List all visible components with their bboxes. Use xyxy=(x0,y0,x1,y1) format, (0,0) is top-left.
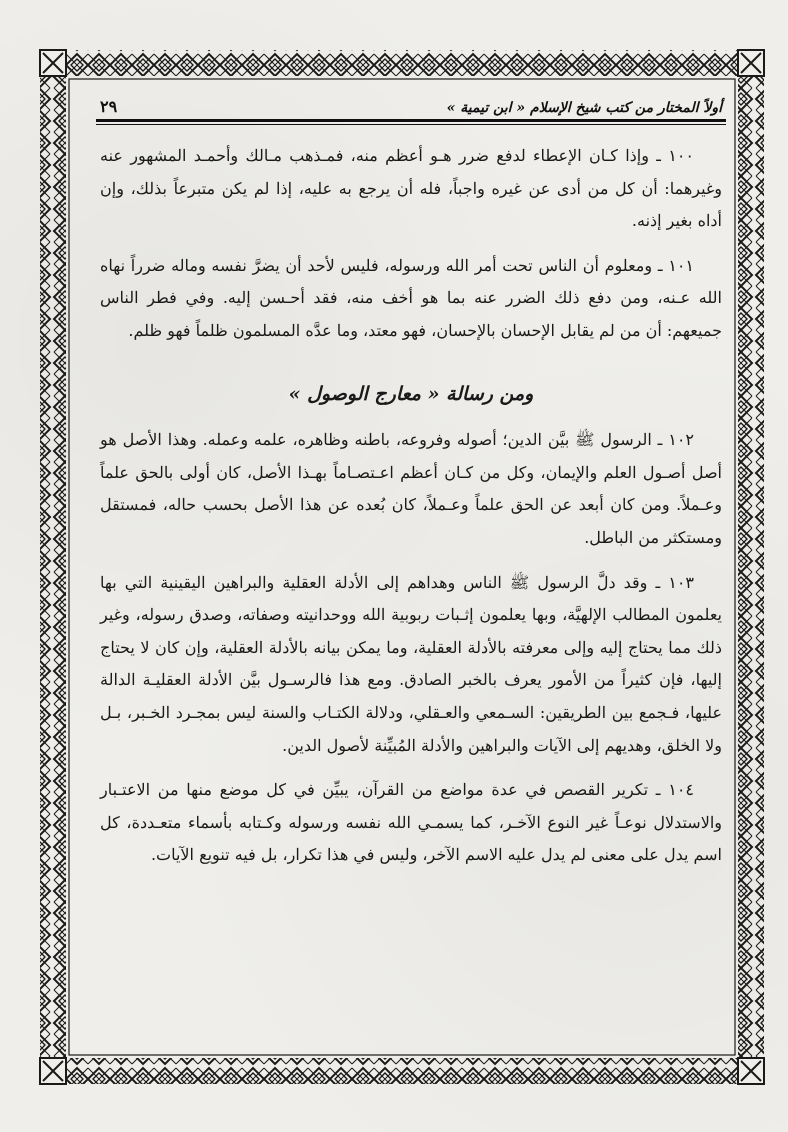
header-rule-thin xyxy=(96,124,726,125)
page-number: ٢٩ xyxy=(100,97,118,116)
paragraph-100: ١٠٠ ـ وإذا كـان الإعطاء لدفع ضرر هـو أعظم منه، فمـذهب مـالك وأحمـد المشهور عنه وغيرهما: أن كل من أدى عن غيره واجباً، فله أن يرجع به عليه، إذا لم يكن متبرعاً بذلك، وإن أداه بغير إذنه. xyxy=(100,146,722,231)
paragraph-101: ١٠١ ـ ومعلوم أن الناس تحت أمر الله ورسوله، فليس لأحد أن يضرَّ نفسه وماله ضرراً نهاه الله عـنه، ومن دفع ذلك الضرر عنه بما هو أخف منه، فقد أحـسن إليه. وفي فطر الناس جميعهم: أن من لم يقابل الإحسان بالإحسان، فهو معتد، وما عدَّه المسلمون ظلماً فهو ظلم. xyxy=(100,255,722,340)
paragraph-104: ١٠٤ ـ تكرير القصص في عدة مواضع من القرآن، يبيِّن في كل موضع منها من الاعتـبار والاستدلال نوعـاً غير النوع الآخـر، كما يسمـي الله نفسه ورسوله وكـتابه بأسماء متعـددة، كل اسم يدل على معنى لم يدل عليه الاسم الآخر، وليس في هذا تكرار، بل فيه تنويع الآيات. xyxy=(100,780,723,865)
page-body xyxy=(100,140,722,1052)
running-title: أولاً المختار من كتب شيخ الإسلام « ابن تيمية » xyxy=(446,100,722,116)
header-rule xyxy=(96,119,726,122)
page-header xyxy=(100,92,722,116)
section-heading: ومن رسالة « معارج الوصول » xyxy=(288,382,534,405)
paragraph-103: ١٠٣ ـ وقد دلَّ الرسول ﷺ الناس وهداهم إلى الأدلة العقلية والبراهين اليقينية التي بها يعلمون المطالب الإلهيَّة، وبها يعلمون إثـبات ربوبية الله ووحدانيته وصفاته، وصدق رسوله، وغير ذلك مما يحتاج إليه وإلى معرفته بالأدلة العقلية، وما يمكن بيانه بالأدلة العقلية، وإن كان لا يحتاج إليها، فإن كثيراً من الأمور يعرف بالخبر الصادق. ومع هذا فالرسـول بيَّن الأدلة العقليـة الدالة عليها، فـجمع بين الطريقين: السـمعي والعـقلي، ودلالة الكتـاب والسنة ليس بمجـرد الخـبر، بـل ولا الخلق، وهديهم إلى الآيات والبراهين والأدلة المُبيِّنة لأصول الدين. xyxy=(100,572,722,755)
paragraph-102: ١٠٢ ـ الرسول ﷺ بيَّن الدين؛ أصوله وفروعه، باطنه وظاهره، علمه وعمله. وهذا الأصل هو أصل أصـول العلم والإيمان، وكل من كـان أعظم اعـتصـاماً بهـذا الأصل، كان أولى بالحق علماً وعـملاً. ومن كان أبعد عن الحق علماً وعـملاً، كان بُعده عن هذا الأصل بحسب حاله، فمستقل ومستكثر من الباطل. xyxy=(100,430,723,547)
